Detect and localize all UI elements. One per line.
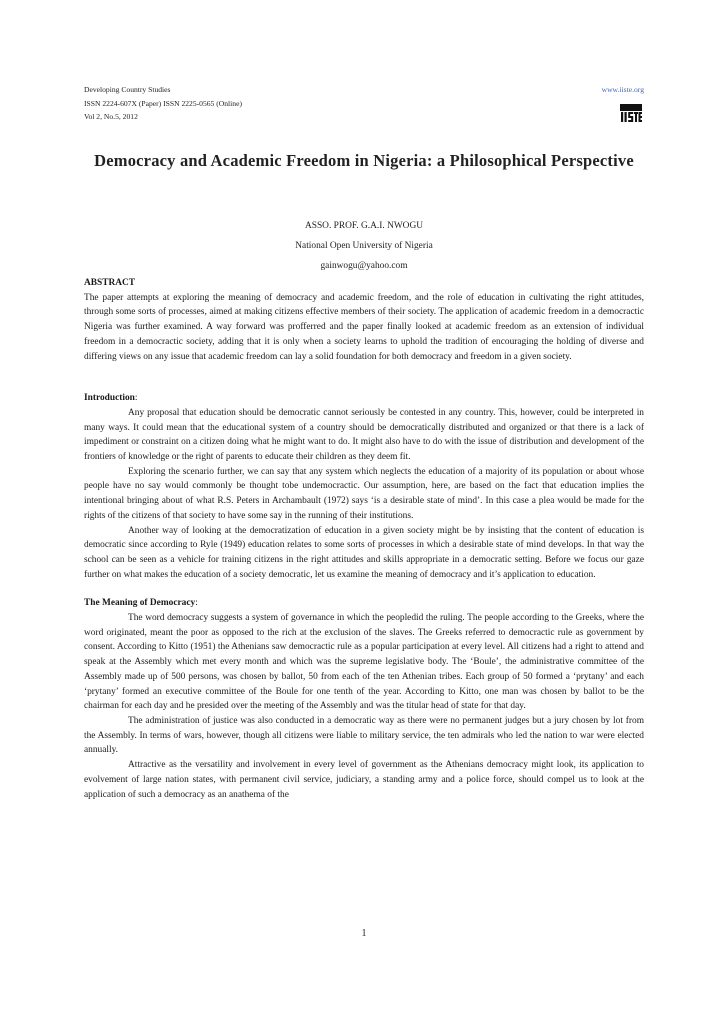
democracy-heading-text: The Meaning of Democracy	[84, 598, 196, 609]
journal-header	[84, 83, 644, 124]
democracy-paragraph-1: The word democracy suggests a system of governance in which the peopledid the ruling. The people according to the Greeks, where the word originated, meant the poor as opposed to the rich at the exclusion of the slaves. The Greeks referred to democractic rule as government by consent. According to Kitto (1951) the Athenians saw democractic rule as a popular participation at every level. All citizens had a right to attend and speak at the Assembly which met every month and which was the supreme legislative body. The ‘Boule’, the administrative committee of the Assembly made up of 500 persons, was chosen by ballot, 50 from each of the ten Athenian tribes. Each group of 50 formed a ‘prytany’ and each ‘prytany’ formed an executive committee of the Boule for one tenth of the year. According to Kitto, one man was chosen by ballot to be the chairman for each day and he presided over the meeting of the Assembly and was the titular head of state for that day.	[84, 613, 644, 712]
journal-volume: Vol 2, No.5, 2012	[84, 112, 138, 122]
democracy-heading: The Meaning of Democracy:	[84, 598, 198, 609]
democracy-paragraph-3: Attractive as the versatility and involvement in every level of government as the Athenians democracy might look, its application to evolvement of large nation states, with permanent civil service, judiciary, a standing army and a police force, should compel us to look at the application of such a democracy as an anathema of the	[84, 760, 644, 800]
author-affiliation: National Open University of Nigeria	[295, 241, 433, 251]
introduction-paragraph-1: Any proposal that education should be democratic cannot seriously be contested in any country. This, however, could be interpreted in many ways. It could mean that the educational system of a country should be democratically distributed and organized or that there is a lack of impediment or constraint on a citizen doing what he might want to do. It might also have to do with the issue of distribution and development of the frontiers of knowledge or the right of parents to educate their children as they deem fit.	[84, 407, 644, 463]
page-number: 1	[361, 928, 367, 939]
journal-info	[84, 83, 644, 124]
author-name: ASSO. PROF. G.A.I. NWOGU	[304, 221, 423, 231]
journal-name: Developing Country Studies	[84, 85, 171, 94]
author-block	[84, 216, 644, 276]
paper-body	[84, 276, 644, 802]
paper-page	[84, 0, 644, 1030]
introduction-heading: Introduction:	[84, 393, 138, 404]
paper-title: Democracy and Academic Freedom in Nigeria: a Philosophical Perspective	[94, 151, 634, 170]
journal-issn: ISSN 2224-607X (Paper) ISSN 2225-0565 (Online)	[84, 98, 242, 108]
journal-website-link[interactable]: www.iiste.org	[601, 85, 644, 94]
abstract-text: The paper attempts at exploring the meaning of democracy and academic freedom, and the role of education in cultivating the right attitudes, through some sorts of processes, aimed at making citizens effective members of their society. The application of academic freedom in a democractic Nigeria was further examined. A way forward was profferred and the paper finally looked at academic freedom as an extension of individual freedom in a democractic society, adding that it is only when a society learns to uphold the tradition of encouraging the holding of diverse and differing views on any issue that academic freedom can lay a solid foundation for both democracy and freedom in a given society.	[84, 292, 644, 362]
introduction-paragraph-3: Another way of looking at the democratization of education in a given society might be by insisting that the content of education is democratic since according to Ryle (1949) education relates to some sorts of processes in which a desirable state of mind develops. In that way the school can be seen as a vehicle for training citizens in the right attitudes and skills appropriate in a democratic setting. Before we focus our gaze further on what makes the education of a society democratic, let us examine the meaning of democracy and it’s application to education.	[84, 525, 644, 580]
abstract-heading: ABSTRACT	[84, 278, 136, 288]
introduction-heading-text: Introduction	[84, 393, 135, 404]
iiste-logo	[620, 104, 642, 123]
democracy-paragraph-2: The administration of justice was also conducted in a democratic way as there were no permanent judges but a jury chosen by lot from the Assembly. In terms of wars, however, though all citizens were liable to military service, the ten admirals who led the nation to war were elected annually.	[84, 715, 644, 756]
author-email: gainwogu@yahoo.com	[320, 261, 408, 271]
introduction-paragraph-2: Exploring the scenario further, we can say that any system which neglects the education of a majority of its population or about whose people have no say would commonly be thought tobe undemocractic. Our assumption, here, are based on the fact that education implies the intentional bringing about of what R.S. Peters in Archambault (1972) says ‘is a desirable state of mind’. In this case a plea would be made for the rights of the citizens of that society to have some say in the running of their institutions.	[84, 466, 644, 521]
